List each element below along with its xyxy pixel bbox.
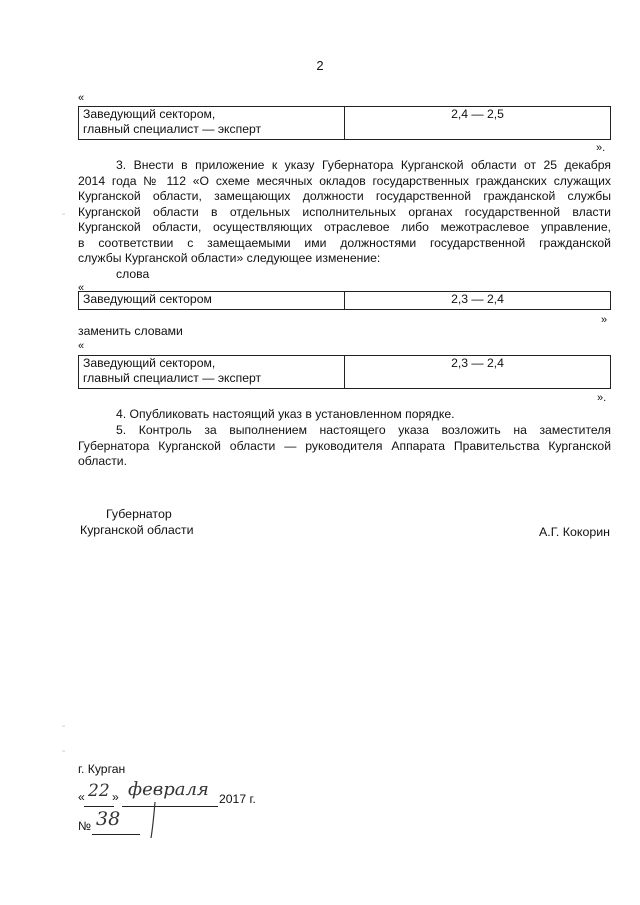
day-underline <box>84 806 114 807</box>
table-row <box>79 356 611 389</box>
date-line <box>78 779 278 808</box>
paragraph-3-line-6: в соответствии с замещаемыми ими должностями государственной гражданской <box>78 235 611 250</box>
paragraph-5-line-1: 5. Контроль за выполнением настоящего указа возложить на заместителя <box>116 423 611 437</box>
coefficient-cell: 2,3 — 2,4 <box>345 356 611 389</box>
coefficient-cell: 2,4 — 2,5 <box>345 107 611 140</box>
table-row <box>79 292 611 310</box>
replace-label: заменить словами <box>78 324 183 338</box>
month-underline <box>122 806 218 807</box>
paragraph-3 <box>78 158 611 267</box>
handwritten-stroke-icon <box>148 800 160 840</box>
table-row <box>79 107 611 140</box>
signature-title-line-1: Губернатор <box>106 507 172 521</box>
margin-mark: ‐ <box>62 746 66 757</box>
salary-table-current <box>78 106 611 140</box>
paragraph-4: 4. Опубликовать настоящий указ в установленном порядке. <box>116 407 455 421</box>
close-quote: ». <box>596 142 606 154</box>
salary-table-new <box>78 355 611 389</box>
paragraph-3-line-4: Курганской области в отдельных исполнительных органах государственной власти <box>78 204 611 219</box>
date-day: 22 <box>88 781 110 801</box>
position-line-1: Заведующий сектором, <box>83 107 216 121</box>
paragraph-3-line-3: Курганской области, замещающих должности государственной гражданской службы <box>78 189 611 203</box>
paragraph-3-line-2: 2014 года № 112 «О схеме месячных окладов государственных гражданских служащих <box>78 173 611 188</box>
close-quote: ». <box>597 392 607 404</box>
close-quote: » <box>601 314 608 326</box>
position-cell <box>79 107 345 140</box>
date-year: 2017 г. <box>219 792 256 806</box>
date-month: февраля <box>128 779 209 800</box>
signer-name: А.Г. Кокорин <box>538 525 610 539</box>
salary-table-old <box>78 291 611 310</box>
number-line <box>78 808 178 838</box>
open-quote: « <box>78 92 85 104</box>
signature-title-line-2: Курганской области <box>80 523 194 537</box>
page-number: 2 <box>316 58 324 73</box>
city: г. Курган <box>78 762 126 776</box>
open-quote: « <box>78 282 85 294</box>
margin-mark: ‐ <box>62 209 66 220</box>
number-label: № <box>78 819 92 833</box>
paragraph-3-line-1: 3. Внести в приложение к указу Губернатора Курганской области от 25 декабря <box>116 158 611 172</box>
paragraph-5-line-2: Губернатора Курганской области — руководителя Аппарата Правительства Курганской <box>78 438 611 453</box>
coefficient-cell: 2,3 — 2,4 <box>345 292 611 310</box>
paragraph-5-line-3: области. <box>78 454 127 468</box>
date-close-quote: » <box>112 790 119 804</box>
words-label: слова <box>116 267 150 281</box>
number-value: 38 <box>96 808 121 830</box>
position-line-2: главный специалист — эксперт <box>83 122 262 136</box>
paragraph-3-line-7: службы Курганской области» следующее изменение: <box>78 251 381 265</box>
position-line-2: главный специалист — эксперт <box>83 371 262 385</box>
margin-mark: ‐ <box>62 721 66 732</box>
position-line-1: Заведующий сектором, <box>83 356 216 370</box>
paragraph-3-line-5: Курганской области, осуществляющих отраслевое либо межотраслевое управление, <box>78 220 611 234</box>
date-open-quote: « <box>78 790 85 804</box>
position-cell <box>79 356 345 389</box>
number-underline <box>92 834 140 835</box>
paragraph-5 <box>78 423 611 470</box>
open-quote: « <box>78 340 85 352</box>
position-cell: Заведующий сектором <box>79 292 345 310</box>
